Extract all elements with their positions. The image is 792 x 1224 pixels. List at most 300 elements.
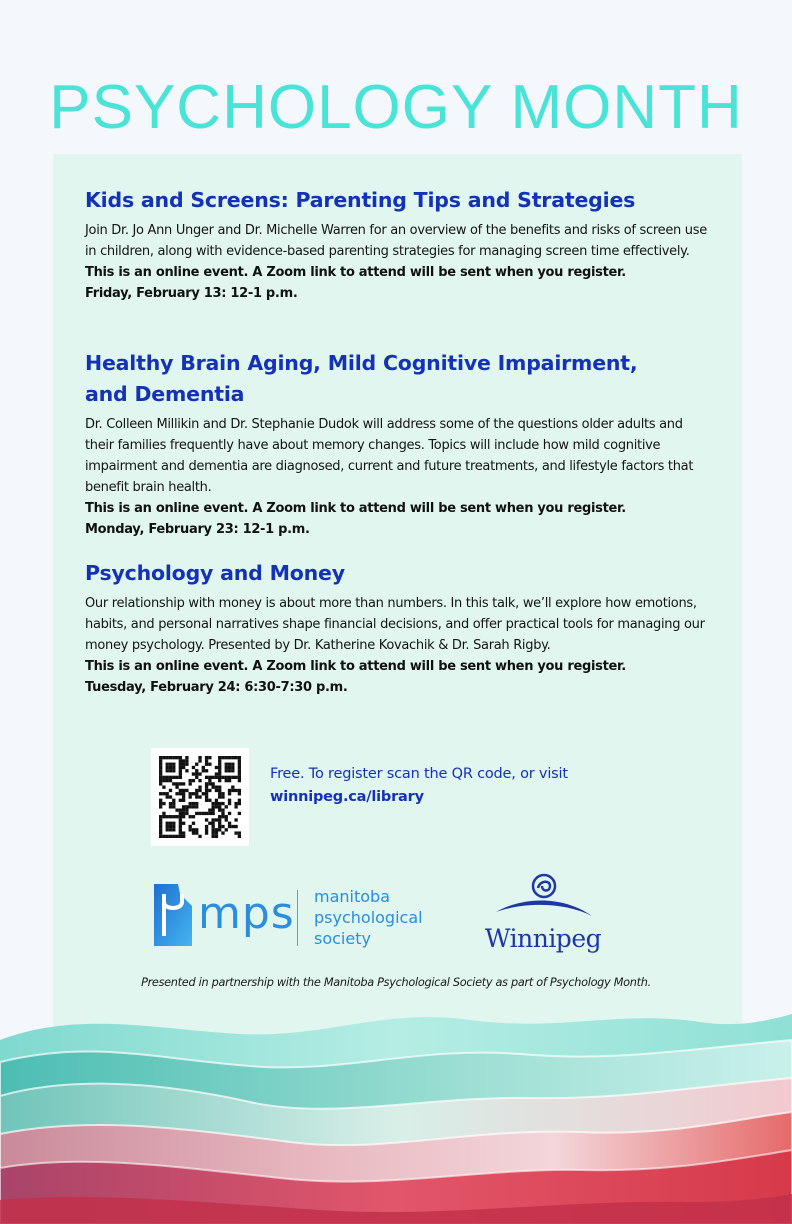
qr-module xyxy=(225,805,228,808)
qr-module xyxy=(238,779,241,782)
qr-module xyxy=(159,759,162,762)
qr-module xyxy=(179,789,182,792)
qr-module xyxy=(166,763,169,766)
qr-module xyxy=(166,835,169,838)
qr-module xyxy=(198,812,201,815)
qr-module xyxy=(231,769,234,772)
qr-module xyxy=(179,815,182,818)
qr-module xyxy=(195,769,198,772)
qr-module xyxy=(182,763,185,766)
qr-module xyxy=(179,782,182,785)
register-text: Free. To register scan the QR code, or visit xyxy=(270,766,568,782)
qr-module xyxy=(192,831,195,834)
qr-module xyxy=(234,831,237,834)
qr-module xyxy=(179,756,182,759)
qr-module xyxy=(166,756,169,759)
event-description: Dr. Colleen Millikin and Dr. Stephanie Dudok will address some of the questions older adults and their families frequently have about memory changes. Topics will include how mild cognitive impairment and dementia are diagnosed, current and future treatments, and lifestyle factors that benefit brain health. xyxy=(85,417,694,495)
qr-module xyxy=(162,815,165,818)
qr-module xyxy=(221,831,224,834)
qr-module xyxy=(221,825,224,828)
qr-module xyxy=(211,818,214,821)
qr-module xyxy=(159,822,162,825)
qr-module xyxy=(218,776,221,779)
qr-module xyxy=(159,782,162,785)
qr-module xyxy=(208,799,211,802)
qr-module xyxy=(179,763,182,766)
qr-module xyxy=(182,805,185,808)
qr-module xyxy=(162,779,165,782)
qr-module xyxy=(159,799,162,802)
qr-module xyxy=(179,835,182,838)
qr-module xyxy=(195,772,198,775)
qr-module xyxy=(192,815,195,818)
qr-module xyxy=(182,822,185,825)
qr-module xyxy=(208,779,211,782)
event-date: Tuesday, February 24: 6:30-7:30 p.m. xyxy=(85,680,348,695)
qr-module xyxy=(225,828,228,831)
event-heading: Healthy Brain Aging, Mild Cognitive Impairment, and Dementia xyxy=(85,351,638,406)
qr-code[interactable] xyxy=(151,748,249,846)
qr-module xyxy=(182,795,185,798)
mps-logo xyxy=(152,878,442,950)
qr-module xyxy=(172,766,175,769)
qr-module xyxy=(159,779,162,782)
qr-module xyxy=(231,825,234,828)
qr-module xyxy=(195,792,198,795)
qr-module xyxy=(198,756,201,759)
qr-module xyxy=(211,835,214,838)
qr-module xyxy=(185,769,188,772)
qr-module xyxy=(215,766,218,769)
qr-module xyxy=(228,789,231,792)
qr-module xyxy=(234,825,237,828)
event-online-note: This is an online event. A Zoom link to attend will be sent when you register. xyxy=(85,659,626,674)
qr-module xyxy=(211,782,214,785)
qr-module xyxy=(159,831,162,834)
qr-module xyxy=(211,812,214,815)
qr-module xyxy=(238,766,241,769)
qr-module xyxy=(231,756,234,759)
qr-module xyxy=(228,799,231,802)
qr-module xyxy=(228,825,231,828)
qr-module xyxy=(231,766,234,769)
qr-module xyxy=(182,815,185,818)
event-healthy-brain-aging xyxy=(85,348,710,540)
qr-module xyxy=(208,756,211,759)
qr-module xyxy=(172,776,175,779)
qr-module xyxy=(162,802,165,805)
qr-module xyxy=(218,769,221,772)
event-description: Our relationship with money is about more than numbers. In this talk, we’ll explore how emotions, habits, and personal narratives shape financial decisions, and offer practical tools for managing our money psychology. Presented by Dr. Katherine Kovachik & Dr. Sarah Rigby. xyxy=(85,596,705,653)
qr-module xyxy=(218,805,221,808)
qr-module xyxy=(169,766,172,769)
qr-module xyxy=(182,782,185,785)
qr-module xyxy=(218,808,221,811)
event-heading: Psychology and Money xyxy=(85,561,345,585)
qr-module xyxy=(211,825,214,828)
qr-module xyxy=(238,789,241,792)
qr-module xyxy=(221,812,224,815)
qr-module xyxy=(159,835,162,838)
qr-module xyxy=(215,805,218,808)
qr-module xyxy=(162,792,165,795)
qr-module xyxy=(175,776,178,779)
event-psychology-and-money xyxy=(85,558,710,698)
qr-module xyxy=(192,779,195,782)
qr-module xyxy=(221,756,224,759)
qr-module xyxy=(205,759,208,762)
qr-module xyxy=(221,802,224,805)
qr-module xyxy=(202,766,205,769)
qr-module xyxy=(192,805,195,808)
page-title: PSYCHOLOGY MONTH xyxy=(49,73,743,142)
qr-module xyxy=(205,792,208,795)
qr-module xyxy=(185,756,188,759)
qr-module xyxy=(182,799,185,802)
qr-module xyxy=(175,782,178,785)
qr-module xyxy=(189,828,192,831)
qr-module xyxy=(166,769,169,772)
qr-module xyxy=(218,766,221,769)
qr-module xyxy=(215,835,218,838)
qr-module xyxy=(211,808,214,811)
qr-module xyxy=(218,818,221,821)
qr-module xyxy=(169,822,172,825)
qr-module xyxy=(189,815,192,818)
qr-module xyxy=(208,808,211,811)
qr-module xyxy=(198,789,201,792)
qr-module xyxy=(195,763,198,766)
qr-module xyxy=(215,786,218,789)
qr-module xyxy=(211,828,214,831)
qr-module xyxy=(189,825,192,828)
qr-module xyxy=(169,776,172,779)
qr-module xyxy=(205,812,208,815)
qr-module xyxy=(189,795,192,798)
winnipeg-wordmark: Winnipeg xyxy=(484,924,602,953)
qr-module xyxy=(208,789,211,792)
qr-module xyxy=(179,822,182,825)
qr-module xyxy=(211,776,214,779)
qr-module xyxy=(179,766,182,769)
qr-module xyxy=(172,822,175,825)
qr-module xyxy=(205,789,208,792)
qr-module xyxy=(221,815,224,818)
qr-module xyxy=(225,763,228,766)
event-online-note: This is an online event. A Zoom link to attend will be sent when you register. xyxy=(85,265,626,280)
qr-module xyxy=(185,808,188,811)
qr-module xyxy=(169,769,172,772)
qr-module xyxy=(205,782,208,785)
qr-module xyxy=(228,812,231,815)
qr-module xyxy=(225,776,228,779)
event-heading: Kids and Screens: Parenting Tips and Strategies xyxy=(85,188,636,212)
qr-module xyxy=(221,792,224,795)
qr-module xyxy=(195,805,198,808)
qr-module xyxy=(179,776,182,779)
qr-module xyxy=(215,772,218,775)
qr-module xyxy=(218,792,221,795)
qr-module xyxy=(231,763,234,766)
qr-module xyxy=(211,822,214,825)
qr-module xyxy=(218,759,221,762)
qr-module xyxy=(234,756,237,759)
qr-module xyxy=(205,795,208,798)
qr-module xyxy=(182,808,185,811)
qr-module xyxy=(198,772,201,775)
qr-module xyxy=(185,805,188,808)
qr-module xyxy=(182,812,185,815)
qr-module xyxy=(172,756,175,759)
qr-module xyxy=(238,799,241,802)
qr-module xyxy=(175,835,178,838)
qr-module xyxy=(175,808,178,811)
qr-module xyxy=(159,792,162,795)
qr-module xyxy=(195,789,198,792)
qr-module xyxy=(211,786,214,789)
qr-module xyxy=(208,822,211,825)
qr-module xyxy=(228,802,231,805)
qr-module xyxy=(228,769,231,772)
qr-module xyxy=(238,812,241,815)
qr-module xyxy=(169,756,172,759)
qr-module xyxy=(162,786,165,789)
qr-module xyxy=(169,815,172,818)
qr-module xyxy=(172,805,175,808)
qr-module xyxy=(205,799,208,802)
qr-module xyxy=(238,831,241,834)
qr-module xyxy=(182,835,185,838)
qr-module xyxy=(215,776,218,779)
qr-module xyxy=(238,756,241,759)
qr-module xyxy=(159,763,162,766)
qr-module xyxy=(195,828,198,831)
qr-module xyxy=(225,769,228,772)
event-description: Join Dr. Jo Ann Unger and Dr. Michelle Warren for an overview of the benefits and risks of screen use in children, along with evidence-based parenting strategies for managing screen time effectively. xyxy=(85,223,707,259)
qr-module xyxy=(238,835,241,838)
qr-module xyxy=(218,822,221,825)
qr-module xyxy=(205,776,208,779)
qr-module xyxy=(215,831,218,834)
qr-module xyxy=(208,763,211,766)
qr-module xyxy=(182,792,185,795)
qr-module xyxy=(228,792,231,795)
qr-module xyxy=(169,763,172,766)
qr-module xyxy=(238,792,241,795)
qr-module xyxy=(195,795,198,798)
qr-module xyxy=(185,759,188,762)
qr-module xyxy=(228,756,231,759)
qr-module xyxy=(189,779,192,782)
qr-module xyxy=(228,776,231,779)
qr-module xyxy=(159,772,162,775)
qr-module xyxy=(159,756,162,759)
qr-module xyxy=(238,763,241,766)
qr-module xyxy=(172,763,175,766)
qr-module xyxy=(211,831,214,834)
qr-module xyxy=(208,812,211,815)
qr-module xyxy=(228,779,231,782)
qr-module xyxy=(166,815,169,818)
qr-module xyxy=(218,802,221,805)
qr-module xyxy=(169,828,172,831)
event-date: Friday, February 13: 12-1 p.m. xyxy=(85,286,298,301)
qr-module xyxy=(218,825,221,828)
qr-module xyxy=(205,828,208,831)
winnipeg-emblem-icon xyxy=(478,870,608,930)
qr-module xyxy=(195,812,198,815)
qr-module xyxy=(211,805,214,808)
qr-module xyxy=(172,799,175,802)
qr-module xyxy=(169,795,172,798)
qr-module xyxy=(225,756,228,759)
qr-module xyxy=(185,789,188,792)
qr-module xyxy=(159,818,162,821)
qr-module xyxy=(159,766,162,769)
qr-module xyxy=(225,766,228,769)
qr-module xyxy=(234,776,237,779)
qr-module xyxy=(179,769,182,772)
qr-module xyxy=(172,828,175,831)
qr-module xyxy=(169,825,172,828)
qr-module xyxy=(225,815,228,818)
qr-module xyxy=(218,795,221,798)
event-online-note: This is an online event. A Zoom link to attend will be sent when you register. xyxy=(85,501,626,516)
qr-module xyxy=(179,818,182,821)
qr-module xyxy=(179,828,182,831)
qr-module xyxy=(205,831,208,834)
qr-module xyxy=(218,756,221,759)
qr-module xyxy=(225,779,228,782)
qr-module xyxy=(159,825,162,828)
qr-module xyxy=(215,818,218,821)
qr-module xyxy=(215,799,218,802)
qr-module xyxy=(231,786,234,789)
qr-module xyxy=(189,792,192,795)
qr-module xyxy=(215,828,218,831)
qr-module xyxy=(218,828,221,831)
qr-module xyxy=(192,802,195,805)
qr-module xyxy=(172,815,175,818)
qr-module xyxy=(182,789,185,792)
qr-module xyxy=(198,786,201,789)
qr-module xyxy=(162,812,165,815)
qr-module xyxy=(225,818,228,821)
qr-module xyxy=(166,822,169,825)
qr-module xyxy=(195,831,198,834)
qr-module xyxy=(185,812,188,815)
qr-module xyxy=(238,759,241,762)
qr-module xyxy=(215,802,218,805)
qr-module xyxy=(172,825,175,828)
qr-module xyxy=(182,831,185,834)
qr-module xyxy=(189,782,192,785)
manitoba-psi-icon xyxy=(152,880,196,950)
qr-module xyxy=(166,795,169,798)
qr-module xyxy=(205,756,208,759)
qr-module xyxy=(221,776,224,779)
qr-module xyxy=(218,786,221,789)
qr-module xyxy=(169,779,172,782)
qr-module xyxy=(198,835,201,838)
qr-module xyxy=(192,828,195,831)
qr-module xyxy=(234,802,237,805)
qr-module xyxy=(172,769,175,772)
qr-module xyxy=(159,769,162,772)
decorative-waves xyxy=(0,1000,792,1224)
qr-module xyxy=(218,763,221,766)
qr-module xyxy=(166,792,169,795)
qr-module xyxy=(192,766,195,769)
qr-module xyxy=(205,763,208,766)
qr-module xyxy=(175,792,178,795)
qr-module xyxy=(159,828,162,831)
qr-module xyxy=(208,782,211,785)
qr-module xyxy=(228,766,231,769)
mps-divider xyxy=(297,890,298,946)
qr-module xyxy=(169,802,172,805)
qr-module xyxy=(234,818,237,821)
qr-module xyxy=(202,769,205,772)
qr-module xyxy=(231,776,234,779)
qr-module xyxy=(166,776,169,779)
qr-module xyxy=(182,759,185,762)
qr-module xyxy=(195,802,198,805)
qr-module xyxy=(208,776,211,779)
qr-module xyxy=(185,763,188,766)
qr-module xyxy=(228,822,231,825)
qr-module xyxy=(175,786,178,789)
qr-module xyxy=(234,789,237,792)
qr-module xyxy=(192,792,195,795)
qr-module xyxy=(218,779,221,782)
qr-module xyxy=(159,815,162,818)
qr-module xyxy=(166,779,169,782)
qr-module xyxy=(195,776,198,779)
qr-module xyxy=(205,818,208,821)
qr-module xyxy=(238,772,241,775)
qr-module xyxy=(189,802,192,805)
qr-module xyxy=(238,776,241,779)
qr-module xyxy=(189,805,192,808)
qr-code-icon xyxy=(159,756,241,838)
qr-module xyxy=(218,789,221,792)
qr-module xyxy=(162,835,165,838)
event-kids-and-screens xyxy=(85,185,710,304)
qr-module xyxy=(162,756,165,759)
qr-module xyxy=(179,812,182,815)
qr-module xyxy=(238,769,241,772)
qr-module xyxy=(231,789,234,792)
library-link[interactable]: winnipeg.ca/library xyxy=(270,789,424,805)
qr-module xyxy=(228,763,231,766)
qr-module xyxy=(159,805,162,808)
qr-module xyxy=(159,776,162,779)
qr-module xyxy=(205,825,208,828)
qr-module xyxy=(169,805,172,808)
qr-module xyxy=(211,802,214,805)
qr-module xyxy=(175,815,178,818)
mps-abbrev: mps xyxy=(198,888,295,939)
qr-module xyxy=(162,776,165,779)
qr-module xyxy=(179,792,182,795)
qr-module xyxy=(205,769,208,772)
qr-module xyxy=(192,772,195,775)
qr-module xyxy=(205,786,208,789)
qr-module xyxy=(202,792,205,795)
qr-module xyxy=(169,835,172,838)
qr-module xyxy=(218,772,221,775)
